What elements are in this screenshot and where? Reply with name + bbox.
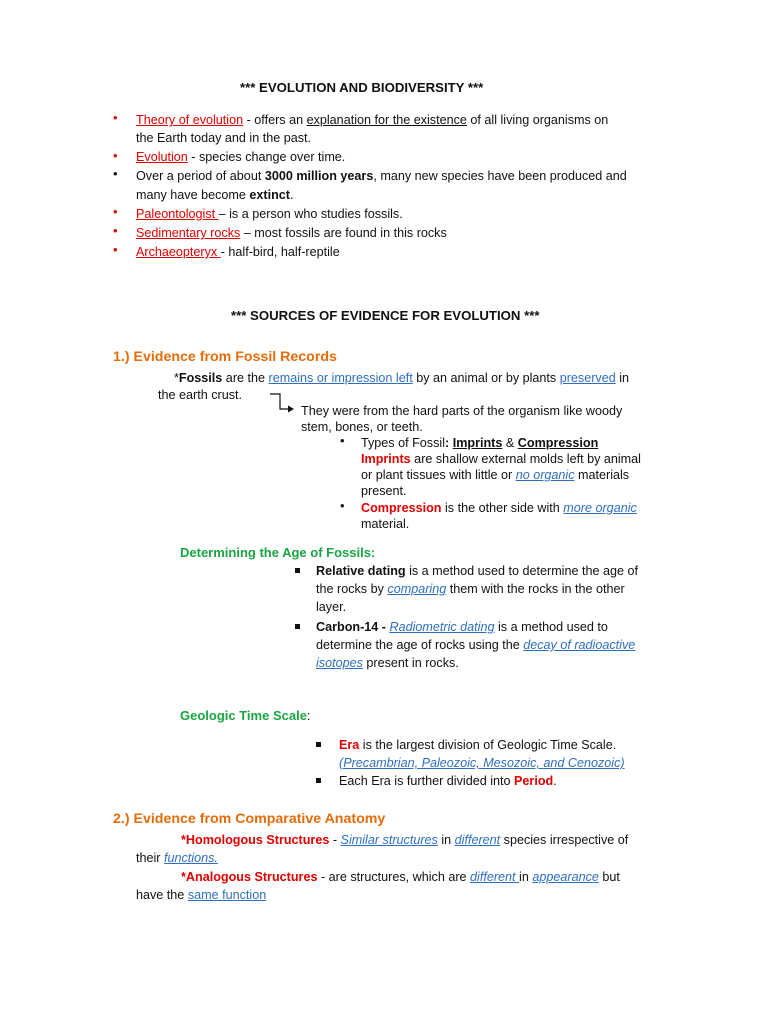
fossil-types: Types of Fossil: Imprints & Compression <box>361 436 599 450</box>
bullet-icon: • <box>113 223 118 238</box>
section-title: *** SOURCES OF EVIDENCE FOR EVOLUTION *** <box>231 308 540 323</box>
carbon-14: Carbon-14 - Radiometric dating is a method used to <box>316 620 608 634</box>
bullet-icon: • <box>340 498 345 513</box>
list-item-continued: many have become extinct. <box>136 188 294 202</box>
homologous-structures: *Homologous Structures - Similar structures in different species irrespective of <box>181 833 629 847</box>
square-bullet-icon <box>295 624 300 629</box>
page-title: *** EVOLUTION AND BIODIVERSITY *** <box>240 80 484 95</box>
imprints-definition: or plant tissues with little or no organic materials <box>361 468 630 482</box>
compression-definition: material. <box>361 517 410 531</box>
arrow-note: They were from the hard parts of the organism like woody <box>301 404 623 418</box>
bullet-icon: • <box>340 433 345 448</box>
carbon-14: isotopes present in rocks. <box>316 656 459 670</box>
era-list: (Precambrian, Paleozoic, Mesozoic, and Cenozoic) <box>339 756 625 770</box>
bullet-icon: • <box>113 242 118 257</box>
section-heading: 1.) Evidence from Fossil Records <box>113 349 337 365</box>
period-definition: Each Era is further divided into Period. <box>339 774 557 788</box>
square-bullet-icon <box>295 568 300 573</box>
square-bullet-icon <box>316 742 321 747</box>
compression-definition: Compression is the other side with more organic <box>361 501 637 515</box>
list-item: Evolution - species change over time. <box>136 150 346 164</box>
relative-dating: Relative dating is a method used to determine the age of <box>316 564 639 578</box>
square-bullet-icon <box>316 778 321 783</box>
paragraph-line: *Fossils are the remains or impression left by an animal or by plants preserved in <box>174 371 630 385</box>
list-item: Archaeopteryx - half-bird, half-reptile <box>136 245 340 259</box>
bullet-icon: • <box>113 148 118 163</box>
list-item: Sedimentary rocks – most fossils are found in this rocks <box>136 226 447 240</box>
carbon-14: determine the age of rocks using the decay of radioactive <box>316 638 636 652</box>
arrow-note: stem, bones, or teeth. <box>301 420 423 434</box>
era-definition: Era is the largest division of Geologic Time Scale. <box>339 738 617 752</box>
bullet-icon: • <box>113 166 118 181</box>
paragraph-line: the earth crust. <box>158 388 242 402</box>
bullet-icon: • <box>113 110 118 125</box>
arrow-icon <box>268 392 294 414</box>
analogous-structures: have the same function <box>136 888 267 902</box>
subsection-heading: Geologic Time Scale: <box>180 708 311 723</box>
relative-dating: the rocks by comparing them with the rocks in the other <box>316 582 625 596</box>
list-item-continued: the Earth today and in the past. <box>136 131 312 145</box>
imprints-definition: present. <box>361 484 407 498</box>
list-item: Theory of evolution - offers an explanation for the existence of all living organisms on <box>136 113 609 127</box>
subsection-heading: Determining the Age of Fossils: <box>180 545 376 560</box>
list-item: Over a period of about 3000 million years, many new species have been produced and <box>136 169 627 183</box>
homologous-structures: their functions. <box>136 851 218 865</box>
list-item: Paleontologist – is a person who studies fossils. <box>136 207 403 221</box>
relative-dating: layer. <box>316 600 347 614</box>
bullet-icon: • <box>113 204 118 219</box>
section-heading: 2.) Evidence from Comparative Anatomy <box>113 811 386 827</box>
analogous-structures: *Analogous Structures - are structures, which are different in appearance but <box>181 870 620 884</box>
imprints-definition: Imprints are shallow external molds left by animal <box>361 452 641 466</box>
